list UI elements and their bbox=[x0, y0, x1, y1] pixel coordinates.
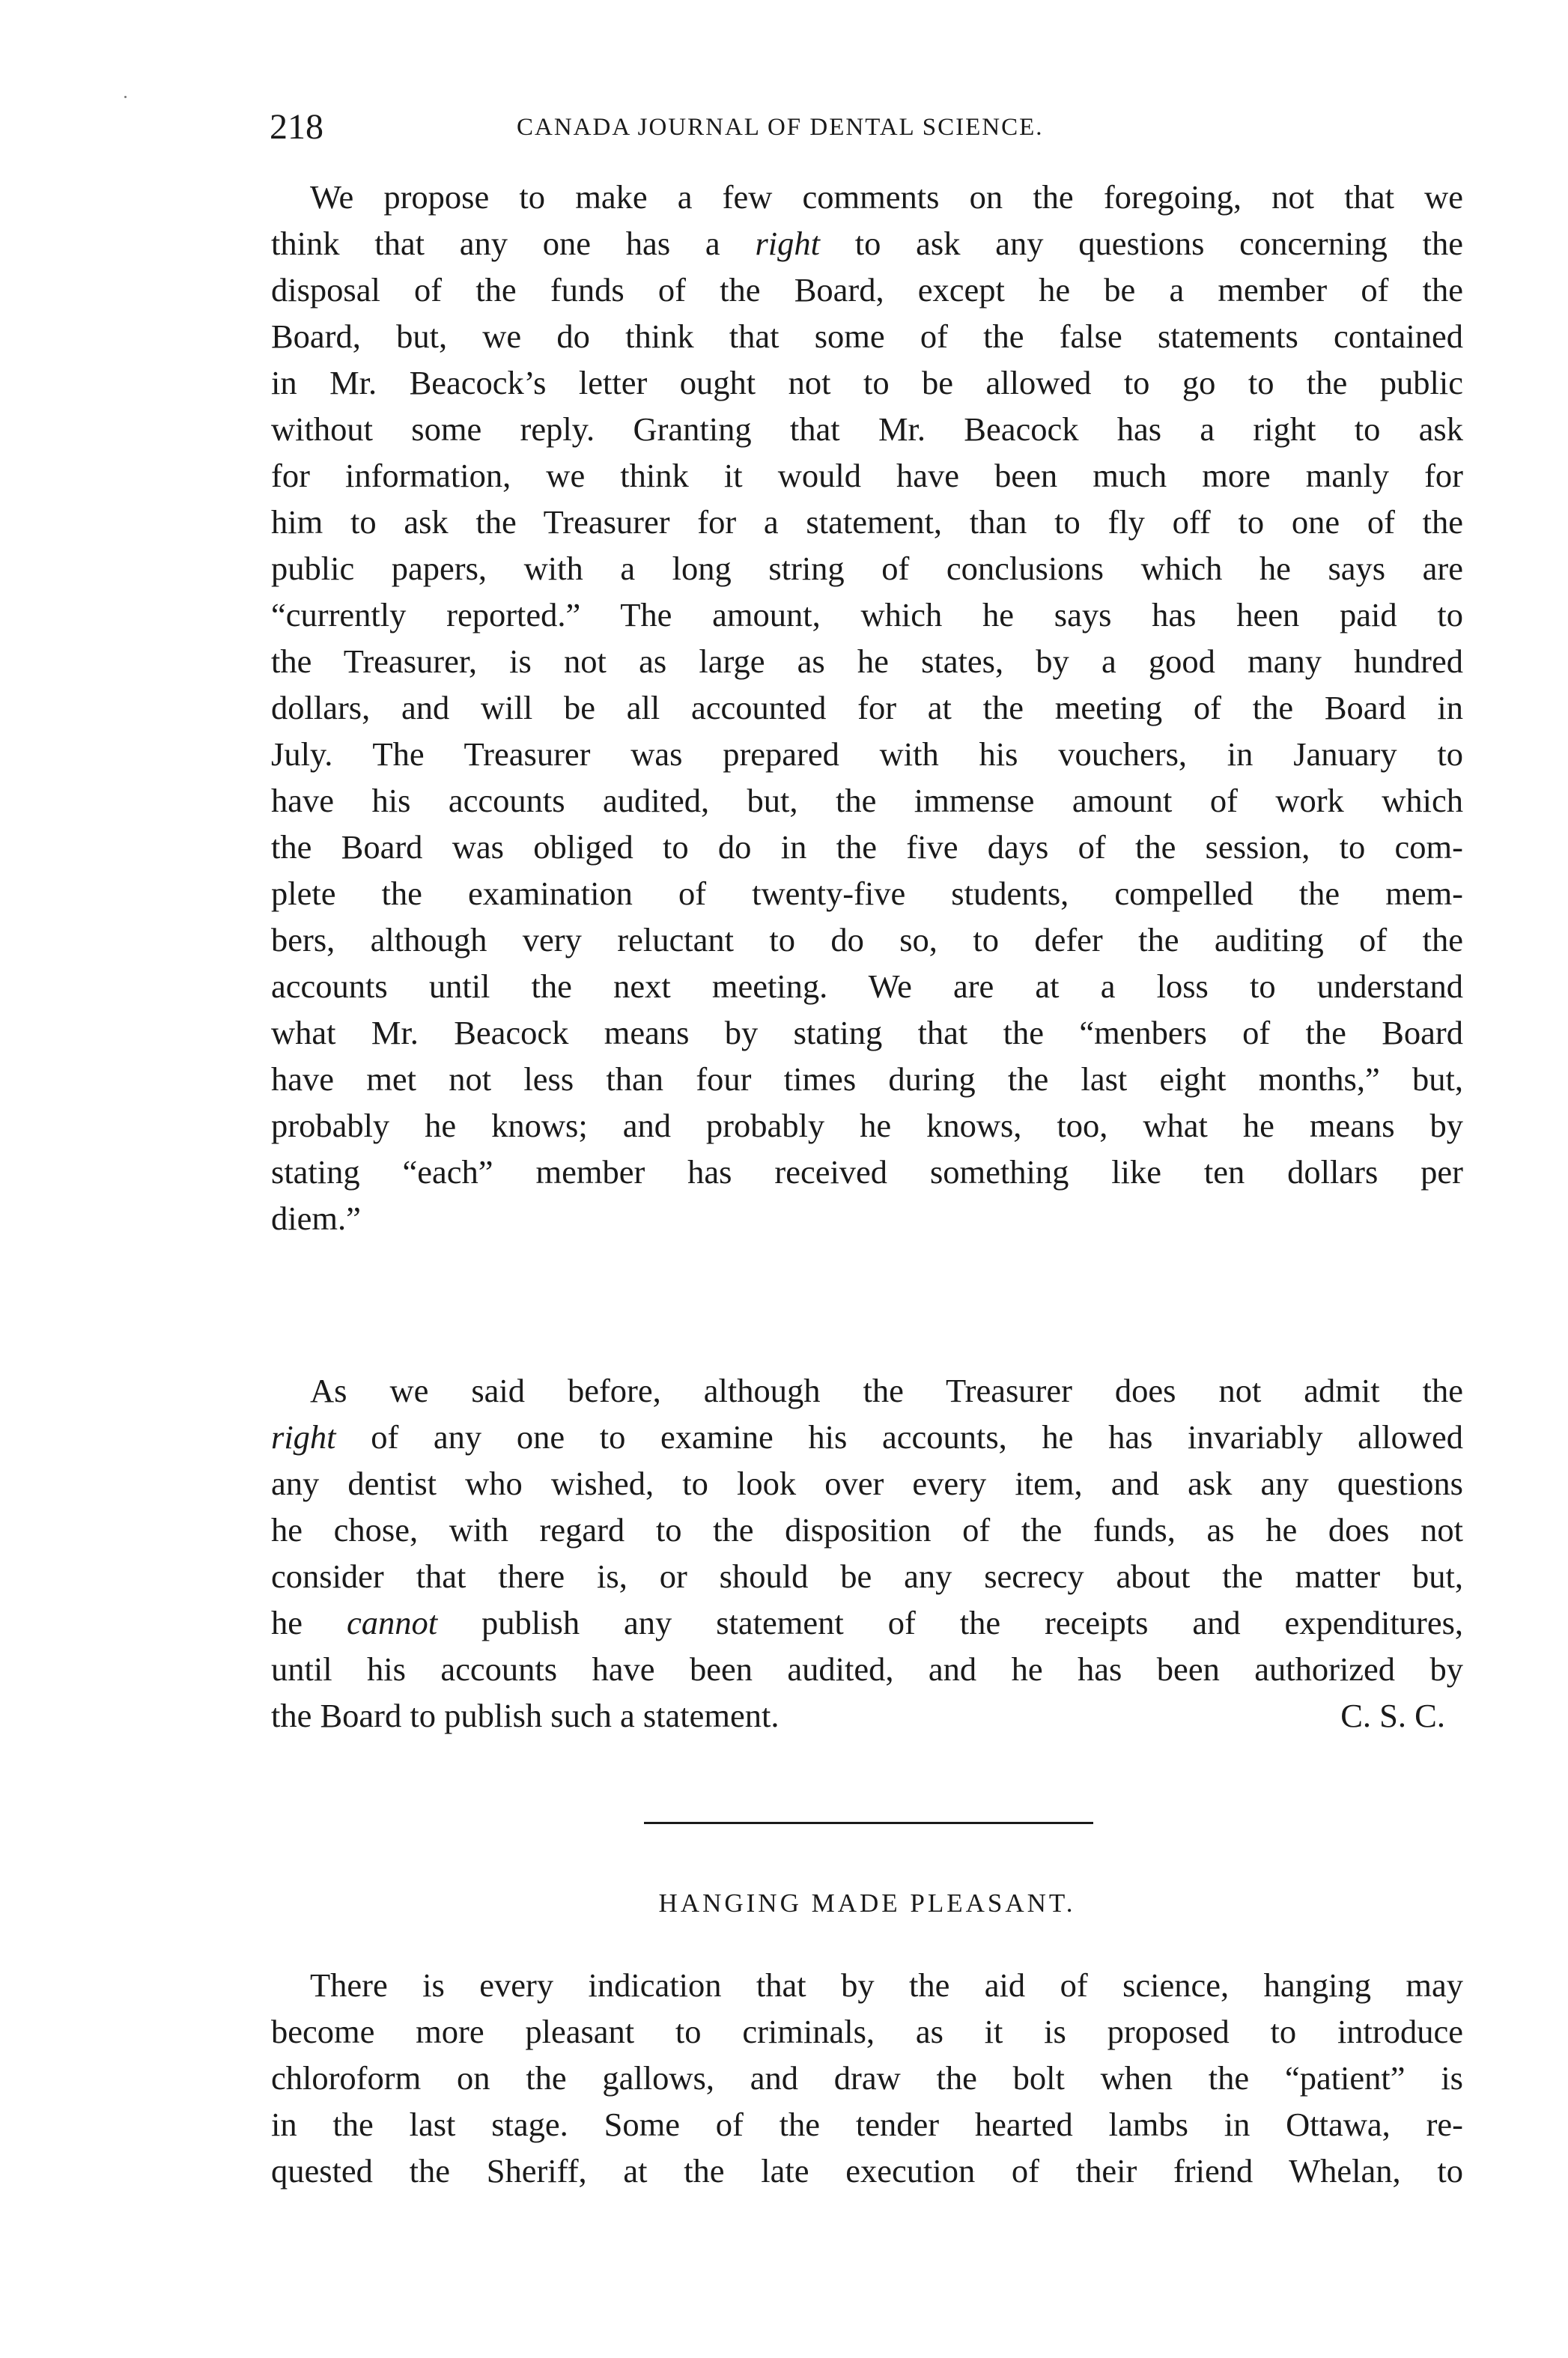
italic-word: right bbox=[755, 225, 820, 262]
page-header bbox=[270, 103, 1468, 163]
text-segment: publish any statement of the receipts and expenditures, bbox=[481, 1604, 1464, 1641]
text-line: become more pleasant to criminals, as it is proposed to introduce bbox=[271, 2013, 1463, 2050]
text-line: plete the examination of twenty-five students, compelled the mem- bbox=[271, 875, 1463, 912]
section-heading: HANGING MADE PLEASANT. bbox=[658, 1888, 1076, 1918]
text-line: We propose to make a few comments on the foregoing, not that we bbox=[310, 178, 1463, 216]
paragraph-treasurer bbox=[271, 1367, 1463, 1739]
italic-word: right bbox=[271, 1418, 336, 1456]
italic-word: cannot bbox=[346, 1604, 438, 1641]
text-line: any dentist who wished, to look over every item, and ask any questions bbox=[271, 1465, 1463, 1502]
text-line: chloroform on the gallows, and draw the bolt when the “patient” is bbox=[271, 2059, 1463, 2097]
author-initials: C. S. C. bbox=[1340, 1697, 1445, 1734]
text-line: quested the Sheriff, at the late execution of their friend Whelan, to bbox=[271, 2152, 1463, 2190]
text-line: dollars, and will be all accounted for at the meeting of the Board in bbox=[271, 689, 1463, 726]
text-segment: think that any one has a bbox=[271, 225, 720, 262]
text-segment: to ask any questions concerning the bbox=[854, 225, 1464, 262]
text-line: for information, we think it would have been much more manly for bbox=[271, 457, 1463, 494]
text-line: the Treasurer, is not as large as he states, by a good many hundred bbox=[271, 642, 1463, 680]
text-line: until his accounts have been audited, and he has been authorized by bbox=[271, 1650, 1463, 1688]
text-segment: the Board to publish such a statement. bbox=[271, 1697, 780, 1734]
paragraph-comments bbox=[271, 174, 1463, 1288]
text-line: bers, although very reluctant to do so, to defer the auditing of the bbox=[271, 921, 1463, 958]
text-line: July. The Treasurer was prepared with his vouchers, in January to bbox=[271, 735, 1463, 773]
section-divider bbox=[644, 1822, 1093, 1824]
paragraph-hanging bbox=[271, 1962, 1463, 2194]
text-line bbox=[271, 1692, 1463, 1739]
text-line: probably he knows; and probably he knows, too, what he means by bbox=[271, 1107, 1463, 1144]
text-line: the Board was obliged to do in the five days of the session, to com- bbox=[271, 828, 1463, 866]
scan-speck bbox=[124, 96, 127, 98]
text-line: accounts until the next meeting. We are at a loss to understand bbox=[271, 967, 1463, 1005]
text-line: disposal of the funds of the Board, except he be a member of the bbox=[271, 271, 1463, 309]
text-line: him to ask the Treasurer for a statement, than to fly off to one of the bbox=[271, 503, 1463, 541]
text-line: have met not less than four times during the last eight months,” but, bbox=[271, 1060, 1463, 1098]
text-line: what Mr. Beacock means by stating that the “menbers of the Board bbox=[271, 1014, 1463, 1051]
text-line: in the last stage. Some of the tender hearted lambs in Ottawa, re- bbox=[271, 2106, 1463, 2143]
text-line: he chose, with regard to the disposition of the funds, as he does not bbox=[271, 1511, 1463, 1549]
text-line bbox=[271, 1242, 1463, 1288]
text-line: public papers, with a long string of conclusions which he says are bbox=[271, 550, 1463, 587]
text-segment: he bbox=[271, 1604, 303, 1641]
text-line: “currently reported.” The amount, which he says has heen paid to bbox=[271, 596, 1463, 633]
text-line: As we said before, although the Treasurer does not admit the bbox=[310, 1372, 1463, 1409]
text-line: diem.” bbox=[271, 1200, 361, 1237]
running-head: CANADA JOURNAL OF DENTAL SCIENCE. bbox=[517, 114, 1044, 141]
text-line bbox=[271, 1414, 1463, 1460]
text-line: Board, but, we do think that some of the false statements contained bbox=[271, 317, 1463, 355]
text-line: without some reply. Granting that Mr. Beacock has a right to ask bbox=[271, 410, 1463, 448]
text-line bbox=[271, 1599, 1463, 1646]
text-line: There is every indication that by the aid of science, hanging may bbox=[310, 1966, 1463, 2004]
text-segment: of any one to examine his accounts, he has invariably allowed bbox=[371, 1418, 1463, 1456]
page-number: 218 bbox=[270, 107, 323, 147]
text-line: stating “each” member has received something like ten dollars per bbox=[271, 1153, 1463, 1191]
text-line: consider that there is, or should be any secrecy about the matter but, bbox=[271, 1558, 1463, 1595]
text-line: in Mr. Beacock’s letter ought not to be allowed to go to the public bbox=[271, 364, 1463, 401]
text-line: have his accounts audited, but, the immense amount of work which bbox=[271, 782, 1463, 819]
text-line bbox=[271, 220, 1463, 267]
